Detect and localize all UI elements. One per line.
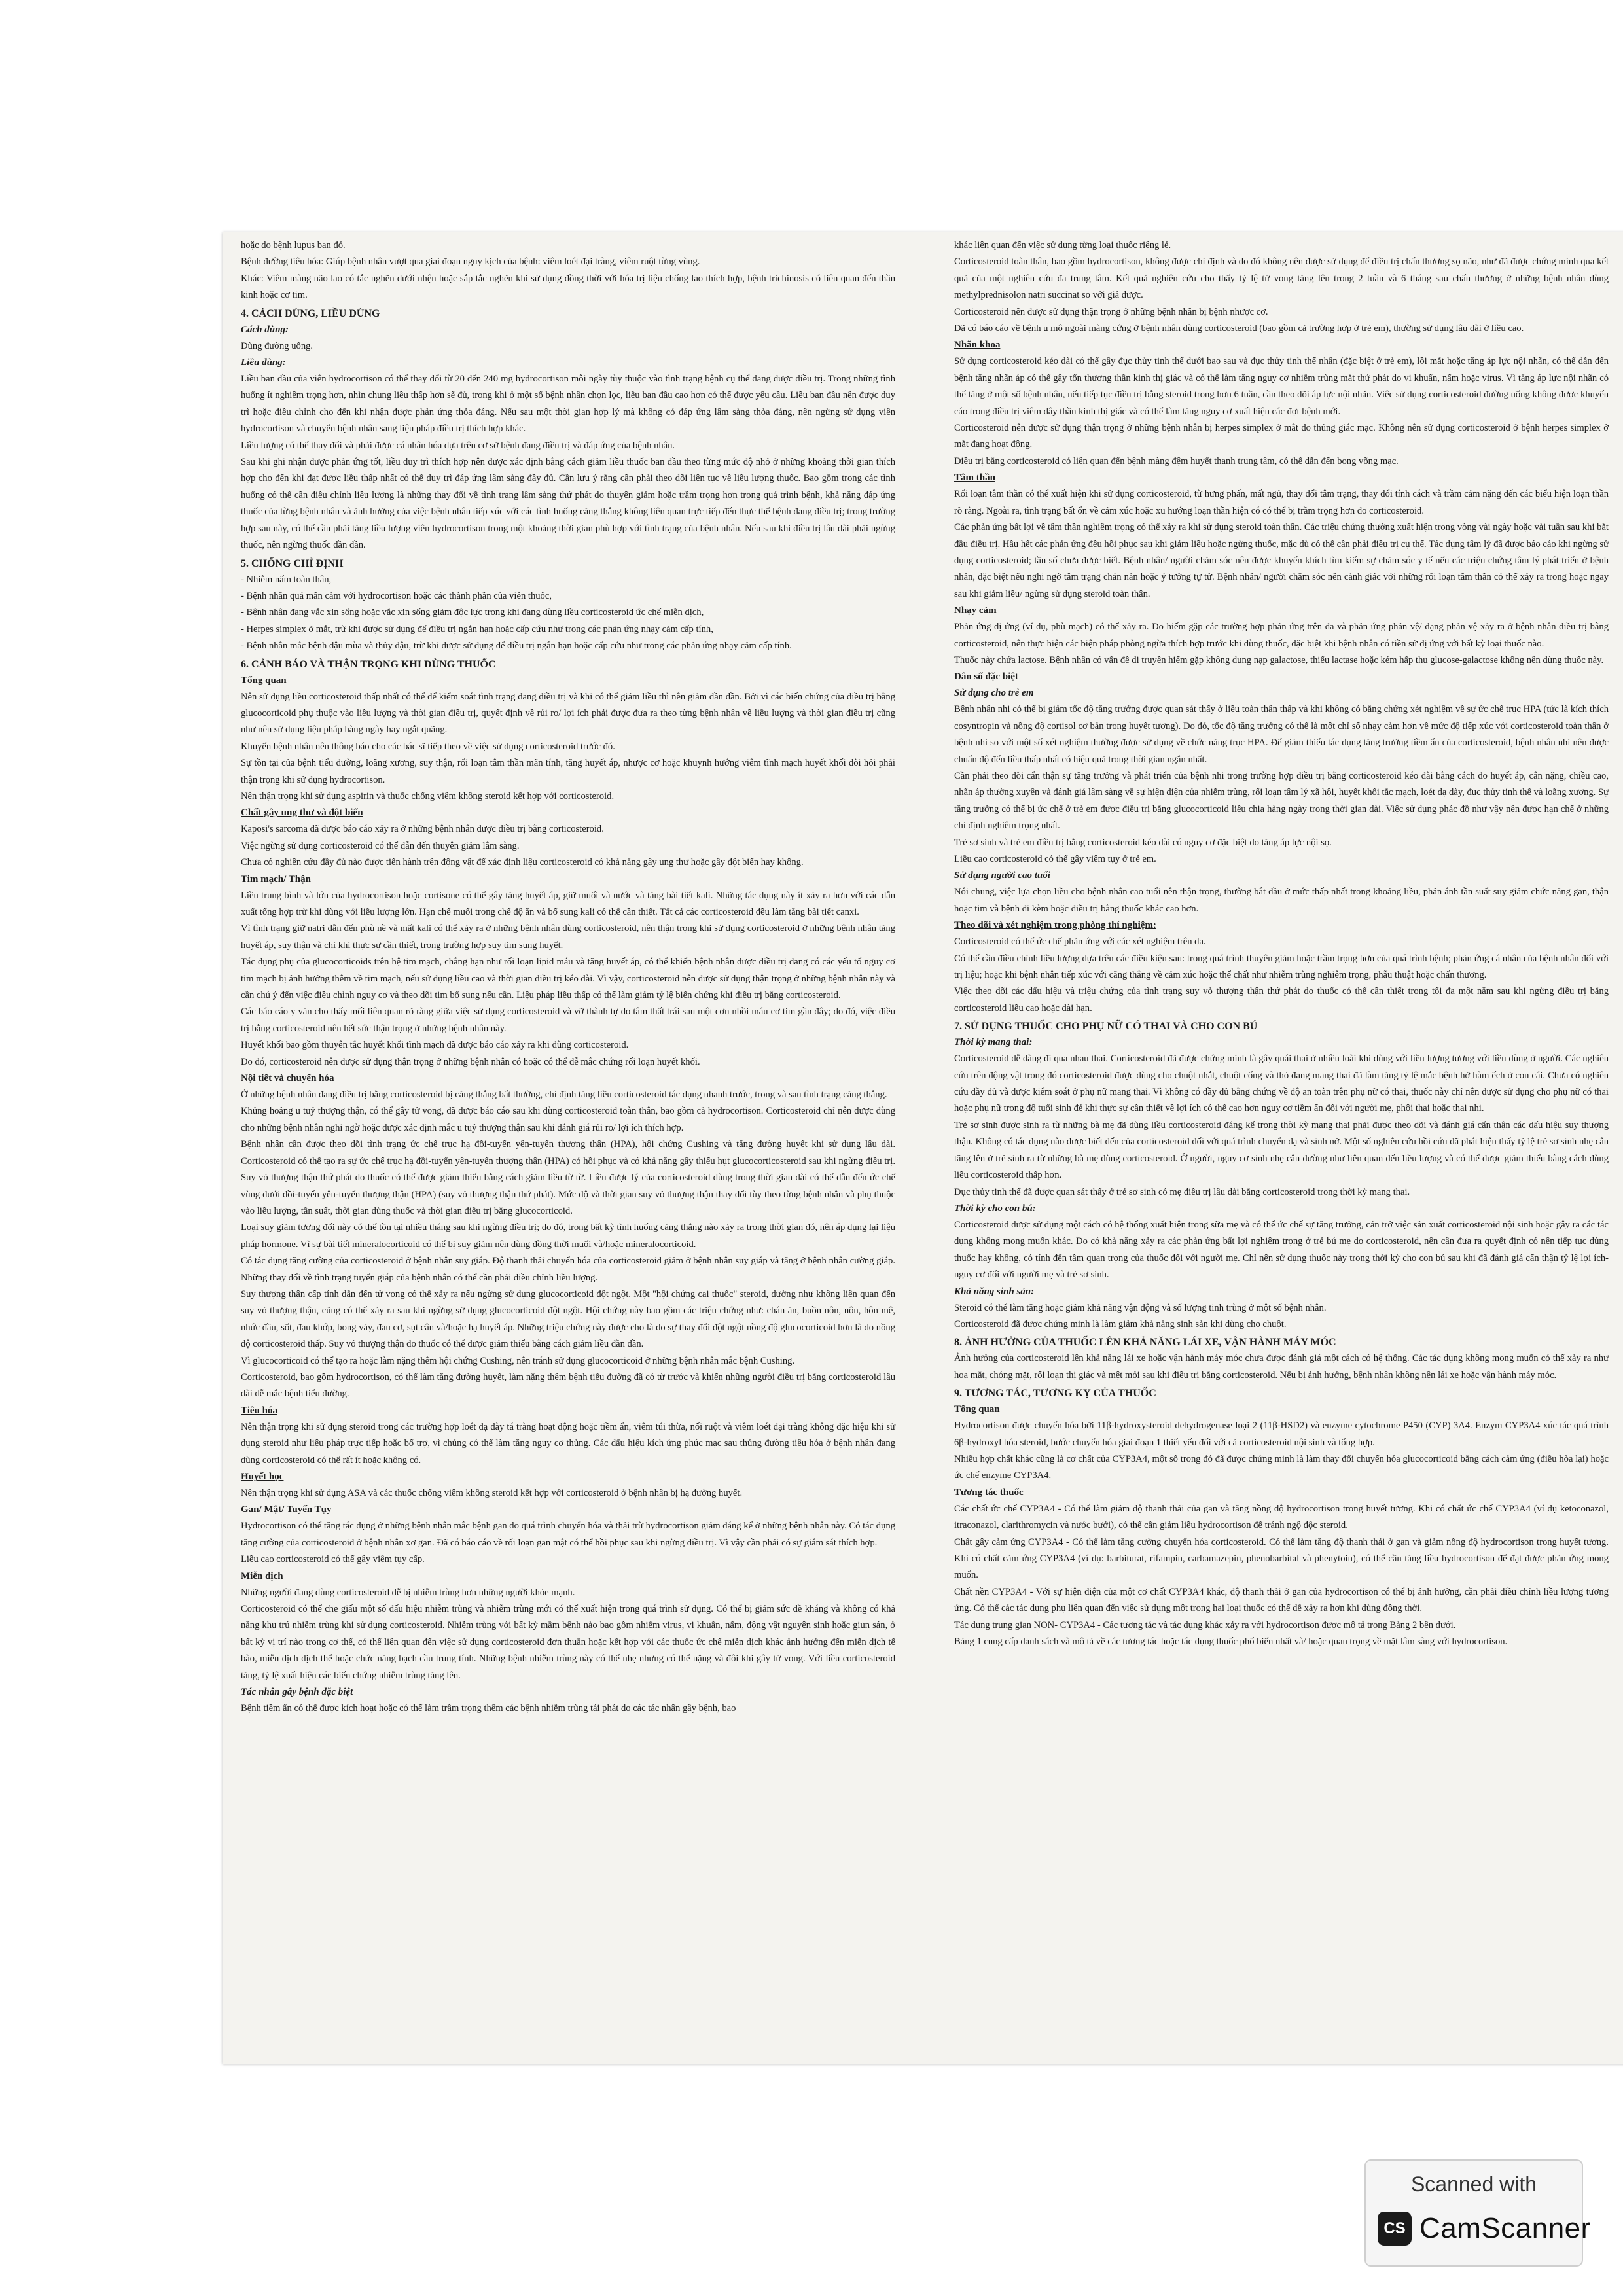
paragraph: Cần phải theo dõi cẩn thận sự tăng trưởng và phát triển của bệnh nhi trong trường hợp điều trị bằng corticosteroid kéo dài bằng cách đo huyết áp, cân nặng, chiều cao, nhãn áp thường xuyên và đánh giá lâm sàng về sự hiện diện của nhiễm trùng, rối loạn tâm lý xã hội, huyết khối tắc mạch, loét dạ dày, đục thủy tinh thể và loãng xương. Sự tăng trưởng có thể bị ức chế ở trẻ em được điều trị bằng glucocorticoid liều chia hàng ngày trong thời gian dài. Việc sử dụng phác đồ như vậy nên được hạn chế ở những chỉ định nghiêm trọng nhất.	[954, 770, 1609, 832]
paragraph: Liều ban đầu của viên hydrocortison có thể thay đổi từ 20 đến 240 mg hydrocortison mỗi ngày tùy thuộc vào tình trạng bệnh cụ thể đang được điều trị. Trong những tình huống ít nghiêm trọng hơn, nhìn chung liều thấp hơn sẽ đủ, trong khi ở một số bệnh nhân chọn lọc, liều ban đầu cao hơn có thể được yêu cầu. Liều ban đầu nên được duy trì hoặc điều chỉnh cho đến khi nhận được phản ứng thỏa đáng. Nếu sau một thời gian hợp lý mà không có đáp ứng lâm sàng thỏa đáng, nên ngừng sử dụng viên hydrocortison và chuyển bệnh nhân sang liệu pháp điều trị thích hợp khác.	[241, 374, 895, 434]
paragraph: Những người đang dùng corticosteroid dễ bị nhiễm trùng hơn những người khỏe mạnh.	[241, 1587, 575, 1598]
paragraph: Nên thận trọng khi sử dụng ASA và các thuốc chống viêm không steroid kết hợp với corticosteroid ở bệnh nhân bị hạ đường huyết.	[241, 1488, 743, 1498]
paragraph: Điều trị bằng corticosteroid có liên quan đến bệnh màng đệm huyết thanh trung tâm, có thể dẫn đến bong võng mạc.	[954, 455, 1399, 467]
paragraph: Corticosteroid nên được sử dụng thận trọng ở những bệnh nhân bị bệnh nhược cơ.	[954, 306, 1268, 317]
paragraph: Chất nền CYP3A4 - Với sự hiện diện của một cơ chất CYP3A4 khác, độ thanh thải ở gan của hydrocortison có thể bị ảnh hưởng, cần phải điều chỉnh liều lượng tương ứng. Có thể các tác dụng phụ liên quan đến việc sử dụng một trong hai loại thuốc có thể dễ xảy ra hơn khi dùng đồng thời.	[954, 1586, 1609, 1614]
paragraph: Các phản ứng bất lợi về tâm thần nghiêm trọng có thể xảy ra khi sử dụng steroid toàn thân. Các triệu chứng thường xuất hiện trong vòng vài ngày hoặc vài tuần sau khi bắt đầu điều trị. Hầu hết các phản ứng đều hồi phục sau khi giảm liều hoặc ngừng thuốc, mặc dù có thể cần phải điều trị cụ thể. Tác dụng tâm lý đã được báo cáo khi ngừng sử dụng corticosteroid; tần số chưa được biết. Bệnh nhân/ người chăm sóc nên được khuyến khích tìm kiếm sự chăm sóc y tế nếu các triệu chứng tâm lý phát triển ở bệnh nhân, đặc biệt nếu nghi ngờ tâm trạng chán nản hoặc ý tưởng tự tử. Bệnh nhân/ người chăm sóc nên cảnh giác với những rối loạn tâm thần có thể xảy ra trong hoặc ngay sau khi giảm liều/ ngừng sử dụng steroid toàn thân.	[954, 522, 1609, 599]
left-column	[241, 238, 895, 1717]
camscanner-watermark	[1364, 2159, 1591, 2267]
paragraph: Liều trung bình và lớn của hydrocortison hoặc cortisone có thể gây tăng huyết áp, giữ muối và nước và tăng bài tiết kali. Những tác dụng này ít xảy ra hơn với các dẫn xuất tổng hợp trừ khi dùng với liều lượng lớn. Hạn chế muối trong chế độ ăn và bổ sung kali có thể cần thiết. Tất cả các corticosteroid đều làm tăng bài tiết canxi.	[241, 890, 895, 917]
subheading: Thời kỳ cho con bú:	[954, 1203, 1036, 1214]
paragraph: Ảnh hưởng của corticosteroid lên khả năng lái xe hoặc vận hành máy móc chưa được đánh giá một cách có hệ thống. Các tác dụng không mong muốn có thể xảy ra như hoa mắt, chóng mặt, rối loạn thị giác và mệt mỏi sau khi điều trị bằng corticosteroid. Nếu bị ảnh hưởng, bệnh nhân không nên lái xe hoặc vận hành máy móc.	[954, 1353, 1609, 1381]
paragraph: Dùng đường uống.	[241, 340, 313, 351]
subheading: Sử dụng người cao tuổi	[954, 870, 1050, 881]
section-heading: 8. ẢNH HƯỞNG CỦA THUỐC LÊN KHẢ NĂNG LÁI XE, VẬN HÀNH MÁY MÓC	[954, 1337, 1336, 1349]
paragraph: Có tác dụng tăng cường của corticosteroid ở bệnh nhân suy giáp. Độ thanh thải chuyển hóa của corticosteroid giảm ở bệnh nhân suy giáp và tăng ở bệnh nhân cường giáp. Những thay đổi về tình trạng tuyến giáp của bệnh nhân có thể cần phải điều chỉnh liều lượng.	[241, 1256, 895, 1283]
subheading: Khả năng sinh sản:	[954, 1286, 1035, 1297]
section-heading: 4. CÁCH DÙNG, LIỀU DÙNG	[241, 308, 380, 319]
subsection-heading: Huyết học	[241, 1472, 284, 1482]
paragraph: Thuốc này chứa lactose. Bệnh nhân có vấn đề di truyền hiếm gặp không dung nạp galactose, thiếu lactase hoặc kém hấp thu glucose-galactose không nên dùng thuốc này.	[954, 654, 1604, 665]
paragraph: Khuyến bệnh nhân nên thông báo cho các bác sĩ tiếp theo về việc sử dụng corticosteroid trước đó.	[241, 741, 615, 752]
subsection-heading: Tiêu hóa	[241, 1405, 277, 1416]
subsection-heading: Nhạy cảm	[954, 605, 997, 616]
paragraph: Tác dụng phụ của glucocorticoids trên hệ tim mạch, chẳng hạn như rối loạn lipid máu và tăng huyết áp, có thể khiến bệnh nhân được điều trị đang có các yếu tố nguy cơ tim mạch bị ảnh hưởng thêm về tim mạch, nếu sử dụng liều cao và thời gian điều trị kéo dài. Vì vậy, corticosteroid nên được sử dụng thận trọng ở những bệnh nhân này và cần chú ý đến việc điều chỉnh nguy cơ và theo dõi tim bổ sung nếu cần. Liệu pháp liều thấp có thể làm giảm tỷ lệ biến chứng khi điều trị bằng corticosteroid.	[241, 957, 895, 1001]
paragraph: khác liên quan đến việc sử dụng từng loại thuốc riêng lẻ.	[954, 240, 1171, 251]
paragraph: Nhiều hợp chất khác cũng là cơ chất của CYP3A4, một số trong đó đã được chứng minh là làm thay đổi chuyển hóa glucocorticoid bằng cách cảm ứng (điều hòa lại) hoặc ức chế enzyme CYP3A4.	[954, 1453, 1609, 1481]
section-heading: 7. SỬ DỤNG THUỐC CHO PHỤ NỮ CÓ THAI VÀ CHO CON BÚ	[954, 1021, 1258, 1033]
paragraph: Liều cao corticosteroid có thể gây viêm tụy ở trẻ em.	[954, 854, 1156, 864]
paragraph: Corticosteroid, bao gồm hydrocortison, có thể làm tăng đường huyết, làm nặng thêm bệnh tiểu đường đã có từ trước và khiến những người điều trị bằng corticosteroid lâu dài dễ mắc bệnh tiểu đường.	[241, 1371, 895, 1400]
paragraph: Liều lượng có thể thay đổi và phải được cá nhân hóa dựa trên cơ sở bệnh đang điều trị và đáp ứng của bệnh nhân.	[241, 440, 675, 451]
right-column	[954, 238, 1609, 1650]
paragraph: Chưa có nghiên cứu đầy đủ nào được tiến hành trên động vật để xác định liệu corticosteroid có khả năng gây ung thư hoặc gây đột biến hay không.	[241, 857, 804, 868]
scanned-page	[223, 232, 1623, 2064]
paragraph: Nên thận trọng khi sử dụng aspirin và thuốc chống viêm không steroid kết hợp với corticosteroid.	[241, 790, 615, 802]
subsection-heading: Theo dõi và xét nghiệm trong phòng thí nghiệm:	[954, 920, 1156, 931]
paragraph: Suy thượng thận cấp tính dẫn đến tử vong có thể xảy ra nếu ngừng sử dụng glucocorticoid đột ngột. Một "hội chứng cai thuốc" steroid, dường như không liên quan đến suy vỏ thượng thận, cũng có thể xảy ra sau khi ngừng sử dụng glucocorticoid đột ngột. Hội chứng này bao gồm các triệu chứng như: chán ăn, buồn nôn, nôn, hôn mê, nhức đầu, sốt, đau khớp, bong vảy, đau cơ, sụt cân và/hoặc hạ huyết áp. Những triệu chứng này được cho là do sự thay đổi đột ngột nồng độ glucocorticoid hơn là do nồng độ corticosteroid thấp. Suy vỏ thượng thận do thuốc có thể được giảm thiểu bằng cách giảm liều dần dần.	[241, 1288, 895, 1350]
paragraph: Sử dụng corticosteroid kéo dài có thể gây đục thủy tinh thể dưới bao sau và đục thủy tinh thể nhân (đặc biệt ở trẻ em), lồi mắt hoặc tăng áp lực nội nhãn, có thể dẫn đến bệnh tăng nhãn áp có thể gây tổn thương thần kinh thị giác và có thể làm tăng nguy cơ nhiễm trùng mắt thứ phát do vi khuẩn, nấm hoặc virus. Vì tăng áp lực nội nhãn có thể tăng ở một số bệnh nhân, nếu tiếp tục điều trị bằng steroid trong hơn 6 tuần, cần theo dõi áp lực nội nhãn. Việc sử dụng corticosteroid đường uống không được khuyến cáo trong điều trị viêm dây thần kinh thị giác và có thể làm tăng nguy cơ xuất hiện các đợt bệnh mới.	[954, 356, 1609, 417]
paragraph: - Nhiễm nấm toàn thân,	[241, 574, 332, 585]
paragraph: Vì tình trạng giữ natri dẫn đến phù nề và mất kali có thể xảy ra ở những bệnh nhân dùng corticosteroid, nên thận trọng khi sử dụng corticosteroid ở những bệnh nhân tăng huyết áp, suy thận và chỉ khi thực sự cần thiết, trong trường hợp suy tim sung huyết.	[241, 923, 895, 951]
paragraph: Corticosteroid được sử dụng một cách có hệ thống xuất hiện trong sữa mẹ và có thể ức chế sự tăng trưởng, cản trở việc sản xuất corticosteroid nội sinh hoặc gây ra các tác dụng không mong muốn khác. Do có khả năng xảy ra các phản ứng bất lợi nghiêm trọng ở trẻ bú mẹ do corticosteroid, nên cân đưa ra quyết định có nên tiếp tục dùng thuốc hay không, có tính đến tầm quan trọng của thuốc đối với người mẹ. Chỉ nên sử dụng thuốc này trong thời kỳ cho con bú sau khi đã đánh giá cẩn thận tỷ lệ lợi ích-nguy cơ đối với người mẹ và trẻ sơ sinh.	[954, 1219, 1609, 1280]
paragraph: Corticosteroid dễ dàng đi qua nhau thai. Corticosteroid đã được chứng minh là gây quái thai ở nhiều loài khi dùng với liều lượng tương với liều dùng ở người. Các nghiên cứu trên động vật trong đó corticosteroid được dùng cho chuột nhắt, chuột cống và thỏ đang mang thai đã làm tăng tỷ lệ mắc bệnh hở hàm ếch ở con cái. Chưa có nghiên cứu đầy đủ và được kiểm soát ở phụ nữ mang thai. Vì không có đầy đủ bằng chứng về độ an toàn trên phụ nữ có thai, thuốc này chỉ nên được sử dụng cho phụ nữ có thai hoặc phụ nữ trong độ tuổi sinh đẻ khi thực sự cần thiết về lợi ích có thể cao hơn nguy cơ tiềm ẩn đối với người mẹ, phôi thai hoặc thai nhi.	[954, 1053, 1609, 1114]
paragraph: - Herpes simplex ở mắt, trừ khi được sử dụng để điều trị ngắn hạn hoặc cấp cứu như trong các phản ứng nhạy cảm cấp tính,	[241, 624, 713, 635]
paragraph: Có thể cần điều chỉnh liều lượng dựa trên các điều kiện sau: trong quá trình thuyên giảm hoặc trầm trọng hơn của quá trình bệnh; phản ứng cá nhân của bệnh nhân đối với trị liệu; hoặc khi bệnh nhân tiếp xúc với căng thẳng về cảm xúc hoặc thể chất như nhiễm trùng nghiêm trọng, phẫu thuật hoặc chấn thương.	[954, 953, 1609, 981]
paragraph: Nên thận trọng khi sử dụng steroid trong các trường hợp loét dạ dày tá tràng hoạt động hoặc tiềm ẩn, viêm túi thừa, nối ruột và viêm loét đại tràng không đặc hiệu khi sử dụng steroid như liệu pháp trực tiếp hoặc bổ trợ, vì chúng có thể làm tăng nguy cơ thủng. Các dấu hiệu kích ứng phúc mạc sau thủng đường tiêu hóa ở bệnh nhân đang dùng corticosteroid có thể rất ít hoặc không có.	[241, 1421, 895, 1466]
paragraph: Hydrocortison được chuyển hóa bởi 11β-hydroxysteroid dehydrogenase loại 2 (11β-HSD2) và enzyme cytochrome P450 (CYP) 3A4. Enzym CYP3A4 xúc tác quá trình 6β-hydroxyl hóa steroid, bước chuyển hóa giai đoạn 1 thiết yếu đối với cả corticosteroid nội sinh và tổng hợp.	[954, 1421, 1609, 1448]
paragraph: Steroid có thể làm tăng hoặc giảm khả năng vận động và số lượng tinh trùng ở một số bệnh nhân.	[954, 1302, 1327, 1313]
subheading: Cách dùng:	[241, 324, 289, 335]
paragraph: Chất gây cảm ứng CYP3A4 - Có thể làm tăng cường chuyển hóa corticosteroid. Có thể làm tăng độ thanh thải ở gan và giảm nồng độ hydrocortison trong huyết tương. Khi có chất cảm ứng CYP3A4 (ví dụ: barbiturat, rifampin, carbamazepin, phenobarbital và phenytoin), có thể cần tăng liều hydrocortison để đạt được phản ứng mong muốn.	[954, 1536, 1609, 1581]
paragraph: Khác: Viêm màng não lao có tắc nghẽn dưới nhện hoặc sắp tắc nghẽn khi sử dụng đồng thời với hóa trị liệu chống lao thích hợp, bệnh trichinosis có liên quan đến thần kinh hoặc cơ tim.	[241, 273, 895, 301]
subsection-heading: Dân số đặc biệt	[954, 671, 1018, 682]
paragraph: Do đó, corticosteroid nên được sử dụng thận trọng ở những bệnh nhân có hoặc có thể dễ mắc chứng rối loạn huyết khối.	[241, 1056, 700, 1067]
paragraph: Loại suy giảm tương đối này có thể tồn tại nhiều tháng sau khi ngừng điều trị; do đó, trong bất kỳ tình huống căng thẳng nào xảy ra trong thời gian đó, nên áp dụng lại liệu pháp hormone. Vì sự bài tiết mineralocorticoid có thể bị suy giảm nên dùng đồng thời muối và/hoặc mineralocorticoid.	[241, 1222, 895, 1250]
paragraph: Sau khi ghi nhận được phản ứng tốt, liều duy trì thích hợp nên được xác định bằng cách giảm liều thuốc ban đầu theo từng mức độ nhỏ ở những khoảng thời gian thích hợp cho đến khi đạt được liều thấp nhất có thể duy trì đáp ứng lâm sàng đầy đủ. Cần lưu ý rằng cần phải theo dõi liên tục về liều lượng thuốc. Bao gồm trong các tình huống có thể cần điều chỉnh liều lượng là những thay đổi về tình trạng lâm sàng thứ phát do thuyên giảm hoặc trầm trọng hơn trong quá trình bệnh, khả năng đáp ứng thuốc của từng bệnh nhân và ảnh hưởng của việc bệnh nhân tiếp xúc với các tình huống căng thẳng không liên quan trực tiếp đến thực thể bệnh đang điều trị; trong trường hợp sau này, có thể cần phải tăng liều lượng viên hydrocortison trong một khoảng thời gian phù hợp với tình trạng của bệnh nhân. Nếu sau khi điều trị lâu dài phải ngừng thuốc, nên ngừng thuốc dần dần.	[241, 457, 895, 551]
paragraph: Trẻ sơ sinh được sinh ra từ những bà mẹ đã dùng liều corticosteroid đáng kể trong thời kỳ mang thai phải được theo dõi và đánh giá cẩn thận các dấu hiệu suy thượng thận. Không có tác dụng nào được biết đến của corticosteroid đối với quá trình chuyển dạ và sinh nở. Một số nghiên cứu hồi cứu đã phát hiện thấy tỷ lệ trẻ sơ sinh nhẹ cân tăng lên ở trẻ sinh ra từ những bà mẹ dùng corticosteroid. Ở người, nguy cơ sinh nhẹ cân dường như liên quan đến liều lượng và có thể được giảm thiểu bằng cách dùng liều corticosteroid thấp hơn.	[954, 1120, 1609, 1181]
camscanner-logo-icon: CS	[1378, 2212, 1412, 2246]
subsection-heading: Tương tác thuốc	[954, 1487, 1024, 1498]
paragraph: Nói chung, việc lựa chọn liều cho bệnh nhân cao tuổi nên thận trọng, thường bắt đầu ở mức thấp nhất trong khoảng liều, phản ánh tần suất suy giảm chức năng gan, thận hoặc tim và bệnh đi kèm hoặc điều trị bằng thuốc khác cao hơn.	[954, 887, 1609, 914]
paragraph: Nên sử dụng liều corticosteroid thấp nhất có thể để kiểm soát tình trạng đang điều trị và khi có thể giảm liều thì nên giảm dần dần. Bởi vì các biến chứng của điều trị bằng glucocorticoid phụ thuộc vào liều lượng và thời gian điều trị, quyết định về rủi ro/ lợi ích phải được đưa ra theo từng bệnh nhân về liều lượng và thời gian điều trị cũng như nên sử dụng liệu pháp hàng ngày hay ngắt quãng.	[241, 691, 895, 735]
paragraph: Bệnh đường tiêu hóa: Giúp bệnh nhân vượt qua giai đoạn nguy kịch của bệnh: viêm loét đại tràng, viêm ruột từng vùng.	[241, 256, 700, 268]
paragraph: Phản ứng dị ứng (ví dụ, phù mạch) có thể xảy ra. Do hiếm gặp các trường hợp phản ứng trên da và phản ứng phản vệ/ dạng phản vệ xảy ra ở bệnh nhân điều trị bằng corticosteroid, nên thực hiện các biện pháp phòng ngừa thích hợp trước khi dùng thuốc, đặc biệt khi bệnh nhân có tiền sử dị ứng với bất kỳ loại thuốc nào.	[954, 622, 1609, 649]
paragraph: Corticosteroid toàn thân, bao gồm hydrocortison, không được chỉ định và do đó không nên được sử dụng để điều trị chấn thương sọ não, như đã được chứng minh qua kết quả của một nghiên cứu đa trung tâm. Kết quả nghiên cứu cho thấy tỷ lệ tử vong tăng lên trong 2 tuần và 6 tháng sau chấn thương ở những bệnh nhân dùng methylprednisolon natri succinat so với giả dược.	[954, 256, 1609, 301]
paragraph: Ở những bệnh nhân đang điều trị bằng corticosteroid bị căng thẳng bất thường, chỉ định tăng liều corticosteroid tác dụng nhanh trước, trong và sau tình trạng căng thẳng.	[241, 1089, 887, 1101]
paragraph: Corticosteroid có thể che giấu một số dấu hiệu nhiễm trùng và nhiễm trùng mới có thể xuất hiện trong quá trình sử dụng. Có thể bị giảm sức đề kháng và không có khả năng khu trú nhiễm trùng khi sử dụng corticosteroid. Nhiễm trùng với bất kỳ mầm bệnh nào bao gồm nhiễm virus, vi khuẩn, nấm, động vật nguyên sinh hoặc giun sán, ở bất kỳ vị trí nào trong cơ thể, có thể liên quan đến việc sử dụng corticosteroid đơn thuần hoặc kết hợp với các thuốc ức chế miễn dịch khác ảnh hưởng đến miễn dịch tế bào, miễn dịch dịch thể hoặc chức năng bạch cầu trung tính. Những bệnh nhiễm trùng này có thể nhẹ nhưng có thể nặng và đôi khi gây tử vong. Với liều corticosteroid tăng, tỷ lệ xuất hiện các biến chứng nhiễm trùng tăng lên.	[241, 1604, 895, 1681]
subsection-heading: Tim mạch/ Thận	[241, 874, 311, 885]
section-heading: 5. CHỐNG CHỈ ĐỊNH	[241, 557, 344, 569]
paragraph: Việc theo dõi các dấu hiệu và triệu chứng của tình trạng suy vỏ thượng thận thứ phát do thuốc có thể cần thiết trong tối đa một năm sau khi ngừng điều trị bằng corticosteroid liều cao hoặc dài hạn.	[954, 986, 1609, 1014]
watermark-brand: CamScanner	[1419, 2212, 1591, 2244]
subsection-heading: Tổng quan	[241, 675, 287, 686]
paragraph: Kaposi's sarcoma đã được báo cáo xảy ra ở những bệnh nhân được điều trị bằng corticosteroid.	[241, 824, 604, 835]
subsection-heading: Chất gây ung thư và đột biến	[241, 807, 363, 819]
paragraph: Các báo cáo y văn cho thấy mối liên quan rõ ràng giữa việc sử dụng corticosteroid và vỡ thành tự do tâm thất trái sau một cơn nhồi máu cơ tim gần đây; do đó, việc điều trị bằng corticosteroid nên hết sức thận trọng ở những bệnh nhân này.	[241, 1006, 895, 1034]
paragraph: Rối loạn tâm thần có thể xuất hiện khi sử dụng corticosteroid, từ hưng phấn, mất ngủ, thay đổi tâm trạng, thay đổi tính cách và trầm cảm nặng đến các biểu hiện loạn thần rõ ràng. Ngoài ra, tình trạng bất ổn về cảm xúc hoặc xu hướng loạn thần hiện có có thể bị trầm trọng hơn do corticosteroid.	[954, 489, 1609, 516]
paragraph: Corticosteroid đã được chứng minh là làm giảm khả năng sinh sản khi dùng cho chuột.	[954, 1318, 1287, 1330]
watermark-top-text: Scanned with	[1410, 2172, 1537, 2196]
paragraph: Huyết khối bao gồm thuyên tắc huyết khối tĩnh mạch đã được báo cáo xảy ra khi dùng corticosteroid.	[241, 1040, 629, 1051]
subsection-heading: Nhãn khoa	[954, 340, 1001, 351]
subsection-heading: Gan/ Mật/ Tuyến Tụy	[241, 1504, 332, 1515]
subsection-heading: Miễn dịch	[241, 1570, 283, 1581]
paragraph: Bảng 1 cung cấp danh sách và mô tả về các tương tác hoặc tác dụng thuốc phổ biến nhất và/ hoặc quan trọng về mặt lâm sàng với hydrocortison.	[954, 1636, 1508, 1648]
paragraph: Đục thủy tinh thể đã được quan sát thấy ở trẻ sơ sinh có mẹ điều trị lâu dài bằng corticosteroid trong thời kỳ mang thai.	[954, 1186, 1410, 1197]
section-heading: 9. TƯƠNG TÁC, TƯƠNG KỴ CỦA THUỐC	[954, 1388, 1156, 1400]
subsection-heading: Tổng quan	[954, 1404, 1000, 1415]
paragraph: - Bệnh nhân mắc bệnh đậu mùa và thủy đậu, trừ khi được sử dụng để điều trị ngắn hạn hoặc cấp cứu như trong các phản ứng nhạy cảm cấp tính.	[241, 641, 792, 652]
paragraph: - Bệnh nhân quá mẫn cảm với hydrocortison hoặc các thành phần của viên thuốc,	[241, 590, 552, 601]
subsection-heading: Nội tiết và chuyển hóa	[241, 1073, 334, 1084]
paragraph: Tác dụng trung gian NON- CYP3A4 - Các tương tác và tác dụng khác xảy ra với hydrocortison được mô tả trong Bảng 2 bên dưới.	[954, 1619, 1456, 1631]
paragraph: Hydrocortison có thể tăng tác dụng ở những bệnh nhân mắc bệnh gan do quá trình chuyển hóa và thải trừ hydrocortison giảm đáng kể ở những bệnh nhân này. Có tác dụng tăng cường của corticosteroid ở bệnh nhân xơ gan. Đã có báo cáo về rối loạn gan mật có thể hồi phục sau khi ngừng điều trị. Vì vậy cần phải có sự giám sát thích hợp.	[241, 1521, 895, 1548]
paragraph: - Bệnh nhân đang vắc xin sống hoặc vắc xin sống giảm độc lực trong khi đang dùng liều corticosteroid ức chế miễn dịch,	[241, 607, 704, 618]
paragraph: Khủng hoảng u tuỷ thượng thận, có thể gây tử vong, đã được báo cáo sau khi dùng corticosteroid toàn thân, bao gồm cả hydrocortison. Corticosteroid chỉ nên được dùng cho những bệnh nhân nghi ngờ hoặc được xác định mắc u tuỷ thượng thận sau khi đánh giá rủi ro/ lợi ích thích hợp.	[241, 1106, 895, 1133]
paragraph: Bệnh nhân nhi có thể bị giảm tốc độ tăng trưởng được quan sát thấy ở liều toàn thân thấp và khi không có bằng chứng xét nghiệm về sự ức chế trục HPA (tức là kích thích cosyntropin và nồng độ cortisol cơ bản trong huyết tương). Do đó, tốc độ tăng trưởng có thể là một chỉ số nhạy cảm hơn về mức độ tiếp xúc với corticosteroid toàn thân ở bệnh nhi so với một số xét nghiệm thường được sử dụng về chức năng trục HPA. Để giảm thiểu tác dụng tăng trưởng tiềm ẩn của corticosteroid, bệnh nhân nhi nên được chuẩn độ đến liều thấp nhất có hiệu quả trong thời gian ngắn nhất.	[954, 704, 1609, 765]
subheading: Sử dụng cho trẻ em	[954, 688, 1034, 699]
paragraph: Trẻ sơ sinh và trẻ em điều trị bằng corticosteroid kéo dài có nguy cơ đặc biệt do tăng áp lực nội sọ.	[954, 837, 1332, 848]
paragraph: Corticosteroid nên được sử dụng thận trọng ở những bệnh nhân bị herpes simplex ở mắt do thủng giác mạc. Không nên sử dụng corticosteroid ở bệnh herpes simplex ở mắt đang hoạt động.	[954, 423, 1609, 450]
paragraph: Bệnh tiềm ẩn có thể được kích hoạt hoặc có thể làm trầm trọng thêm các bệnh nhiễm trùng tái phát do các tác nhân gây bệnh, bao	[241, 1703, 736, 1714]
section-heading: 6. CẢNH BÁO VÀ THẬN TRỌNG KHI DÙNG THUỐC	[241, 658, 496, 670]
paragraph: Đã có báo cáo về bệnh u mô ngoài màng cứng ở bệnh nhân dùng corticosteroid (bao gồm cả trường hợp ở trẻ em), thường sử dụng lâu dài ở liều cao.	[954, 323, 1524, 334]
subheading: Liều dùng:	[241, 357, 286, 368]
paragraph: Các chất ức chế CYP3A4 - Có thể làm giảm độ thanh thải của gan và tăng nồng độ hydrocortison trong huyết tương. Khi có chất ức chế CYP3A4 (ví dụ ketoconazol, itraconazol, clarithromycin và nước bưởi), có thể cần giảm liều hydrocortison để tránh ngộ độc steroid.	[954, 1503, 1609, 1531]
paragraph: Bệnh nhân cần được theo dõi tình trạng ức chế trục hạ đồi-tuyến yên-tuyến thượng thận (HPA), hội chứng Cushing và tăng đường huyết khi sử dụng lâu dài. Corticosteroid có thể tạo ra sự ức chế trục hạ đồi-tuyến yên-tuyến thượng thận (HPA) có hồi phục và có khả năng gây thiếu hụt glucocorticosteroid sau khi ngừng điều trị. Suy vỏ thượng thận thứ phát do thuốc có thể được giảm thiểu bằng cách giảm liều từ từ. Liều được lý của corticosteroid dùng trong thời gian dài có thể dẫn đến ức chế vùng dưới đồi-tuyến yên-tuyến thượng thận (HPA) (suy vỏ thượng thận thứ phát). Mức độ và thời gian suy vỏ thượng thận thay đổi tùy theo từng bệnh nhân và phụ thuộc vào liều lượng, tần suất, thời gian dùng thuốc và thời gian điều trị bằng glucocorticoid.	[241, 1139, 895, 1216]
subsection-heading: Tâm thần	[954, 472, 995, 484]
paragraph: Corticosteroid có thể ức chế phản ứng với các xét nghiệm trên da.	[954, 936, 1206, 947]
paragraph: hoặc do bệnh lupus ban đỏ.	[241, 240, 346, 251]
paragraph: Liều cao corticosteroid có thể gây viêm tụy cấp.	[241, 1554, 425, 1565]
paragraph: Việc ngừng sử dụng corticosteroid có thể dẫn đến thuyên giảm lâm sàng.	[241, 840, 520, 851]
subheading: Thời kỳ mang thai:	[954, 1037, 1033, 1048]
paragraph: Sự tồn tại của bệnh tiểu đường, loãng xương, suy thận, rối loạn tâm thần mãn tính, tăng huyết áp, nhược cơ hoặc khuynh hướng viêm tĩnh mạch huyết khối đòi hỏi phải thận trọng khi sử dụng hydrocortison.	[241, 758, 895, 785]
subheading: Tác nhân gây bệnh đặc biệt	[241, 1687, 353, 1698]
paragraph: Vì glucocorticoid có thể tạo ra hoặc làm nặng thêm hội chứng Cushing, nên tránh sử dụng glucocorticoid ở những bệnh nhân mắc bệnh Cushing.	[241, 1355, 795, 1366]
